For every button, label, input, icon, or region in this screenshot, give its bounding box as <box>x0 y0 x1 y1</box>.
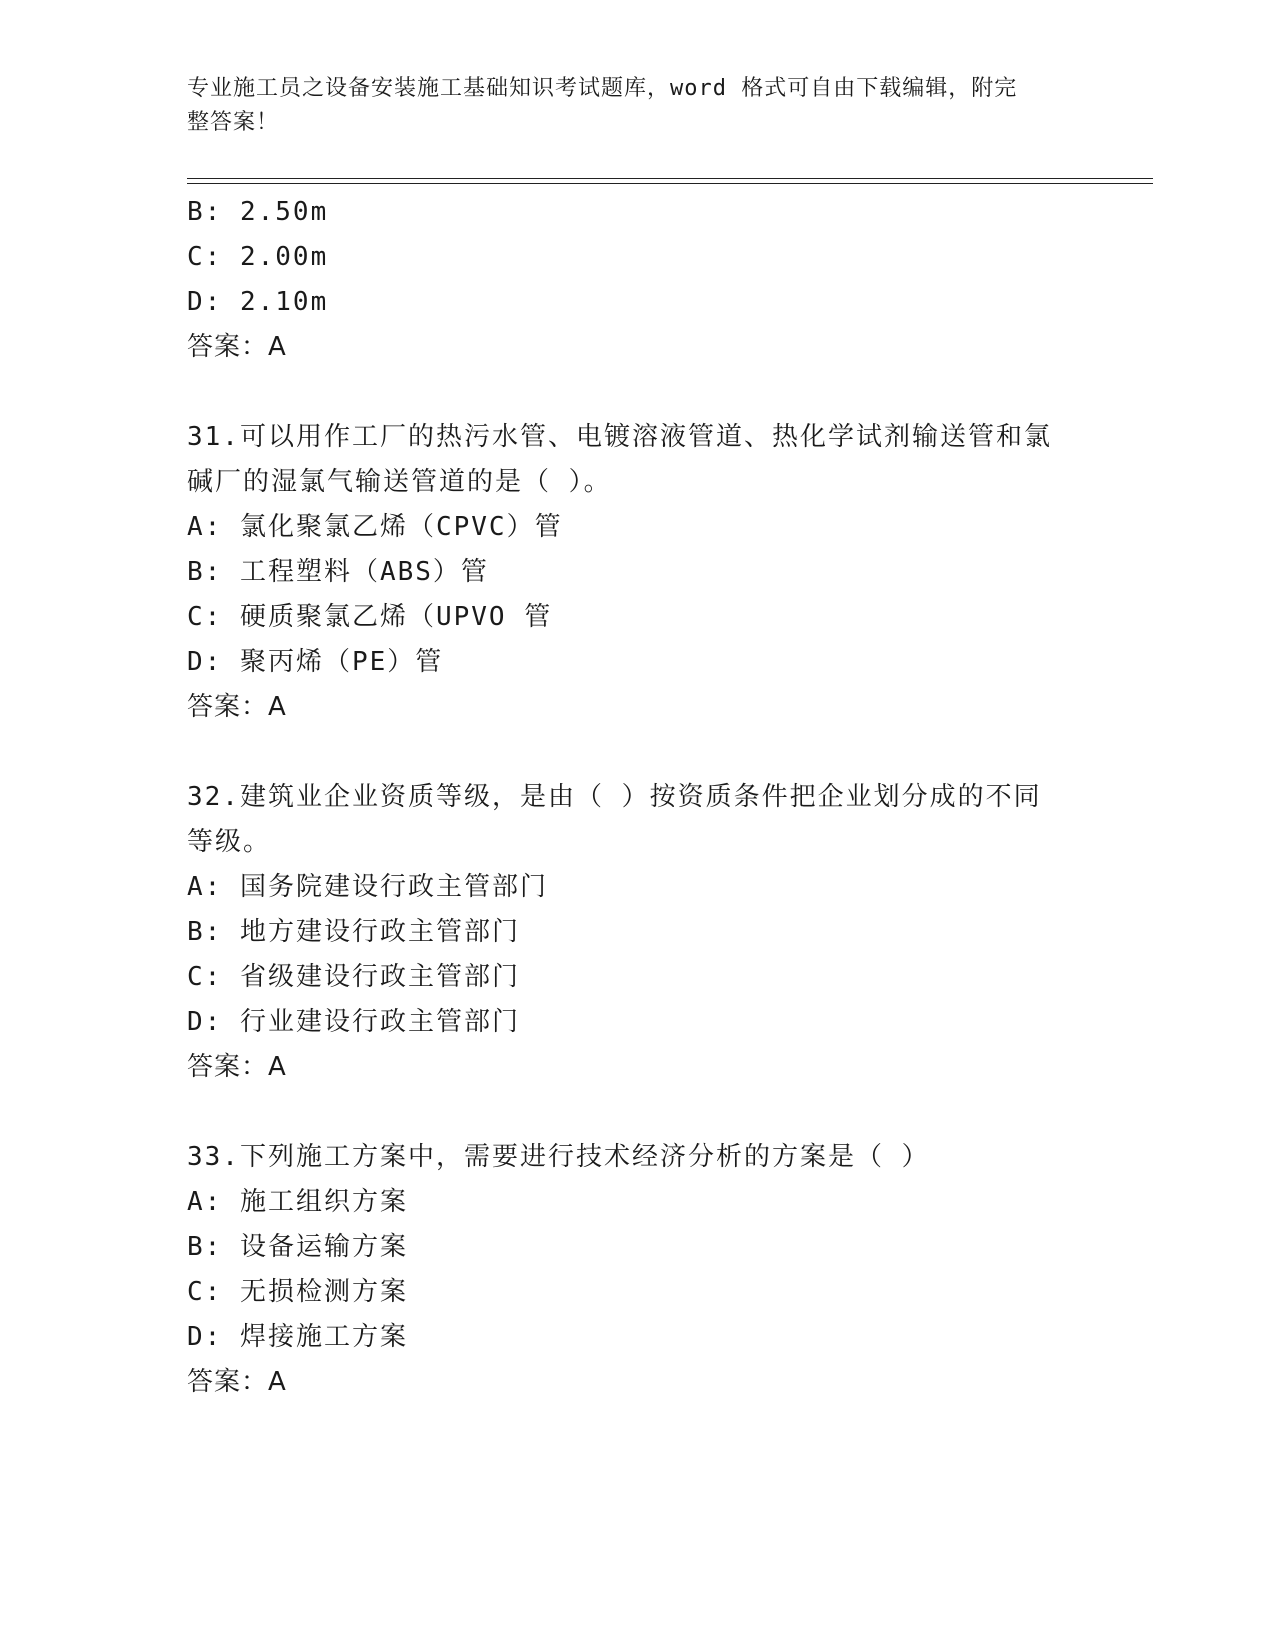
header-divider-bottom <box>187 183 1153 184</box>
option-a: A: 施工组织方案 <box>187 1187 408 1217</box>
option-d: D: 焊接施工方案 <box>187 1322 408 1352</box>
option-a: A: 氯化聚氯乙烯（CPVC）管 <box>187 512 563 542</box>
option-c: C: 2.00m <box>187 242 329 272</box>
option-c: C: 硬质聚氯乙烯（UPVO 管 <box>187 602 553 632</box>
header-divider-top <box>187 178 1153 179</box>
header-line-1: 专业施工员之设备安装施工基础知识考试题库，word 格式可自由下载编辑，附完 <box>187 76 1018 101</box>
option-c: C: 省级建设行政主管部门 <box>187 962 520 992</box>
option-d: D: 2.10m <box>187 287 329 317</box>
question-stem: 31.可以用作工厂的热污水管、电镀溶液管道、热化学试剂输送管和氯 <box>187 422 1052 452</box>
option-d: D: 聚丙烯（PE）管 <box>187 647 444 677</box>
question-stem: 32.建筑业企业资质等级，是由（ ）按资质条件把企业划分成的不同 <box>187 782 1042 812</box>
answer: 答案：A <box>187 1367 287 1397</box>
question-31 <box>187 415 1087 730</box>
option-a: A: 国务院建设行政主管部门 <box>187 872 548 902</box>
question-stem: 等级。 <box>187 827 272 857</box>
question-stem: 33.下列施工方案中，需要进行技术经济分析的方案是（ ） <box>187 1142 930 1172</box>
answer: 答案：A <box>187 332 287 362</box>
header-line-2: 整答案！ <box>187 110 280 135</box>
page-header <box>187 72 1067 140</box>
answer: 答案：A <box>187 692 287 722</box>
question-stem: 碱厂的湿氯气输送管道的是（ ）。 <box>187 467 612 497</box>
option-b: B: 设备运输方案 <box>187 1232 408 1262</box>
option-b: B: 工程塑料（ABS）管 <box>187 557 489 587</box>
question-33 <box>187 1135 1087 1405</box>
question-32 <box>187 775 1087 1090</box>
answer: 答案：A <box>187 1052 287 1082</box>
option-d: D: 行业建设行政主管部门 <box>187 1007 520 1037</box>
option-c: C: 无损检测方案 <box>187 1277 408 1307</box>
option-b: B: 地方建设行政主管部门 <box>187 917 520 947</box>
document-body <box>187 190 1087 1405</box>
option-b: B: 2.50m <box>187 197 329 227</box>
prev-question-tail <box>187 190 1087 370</box>
